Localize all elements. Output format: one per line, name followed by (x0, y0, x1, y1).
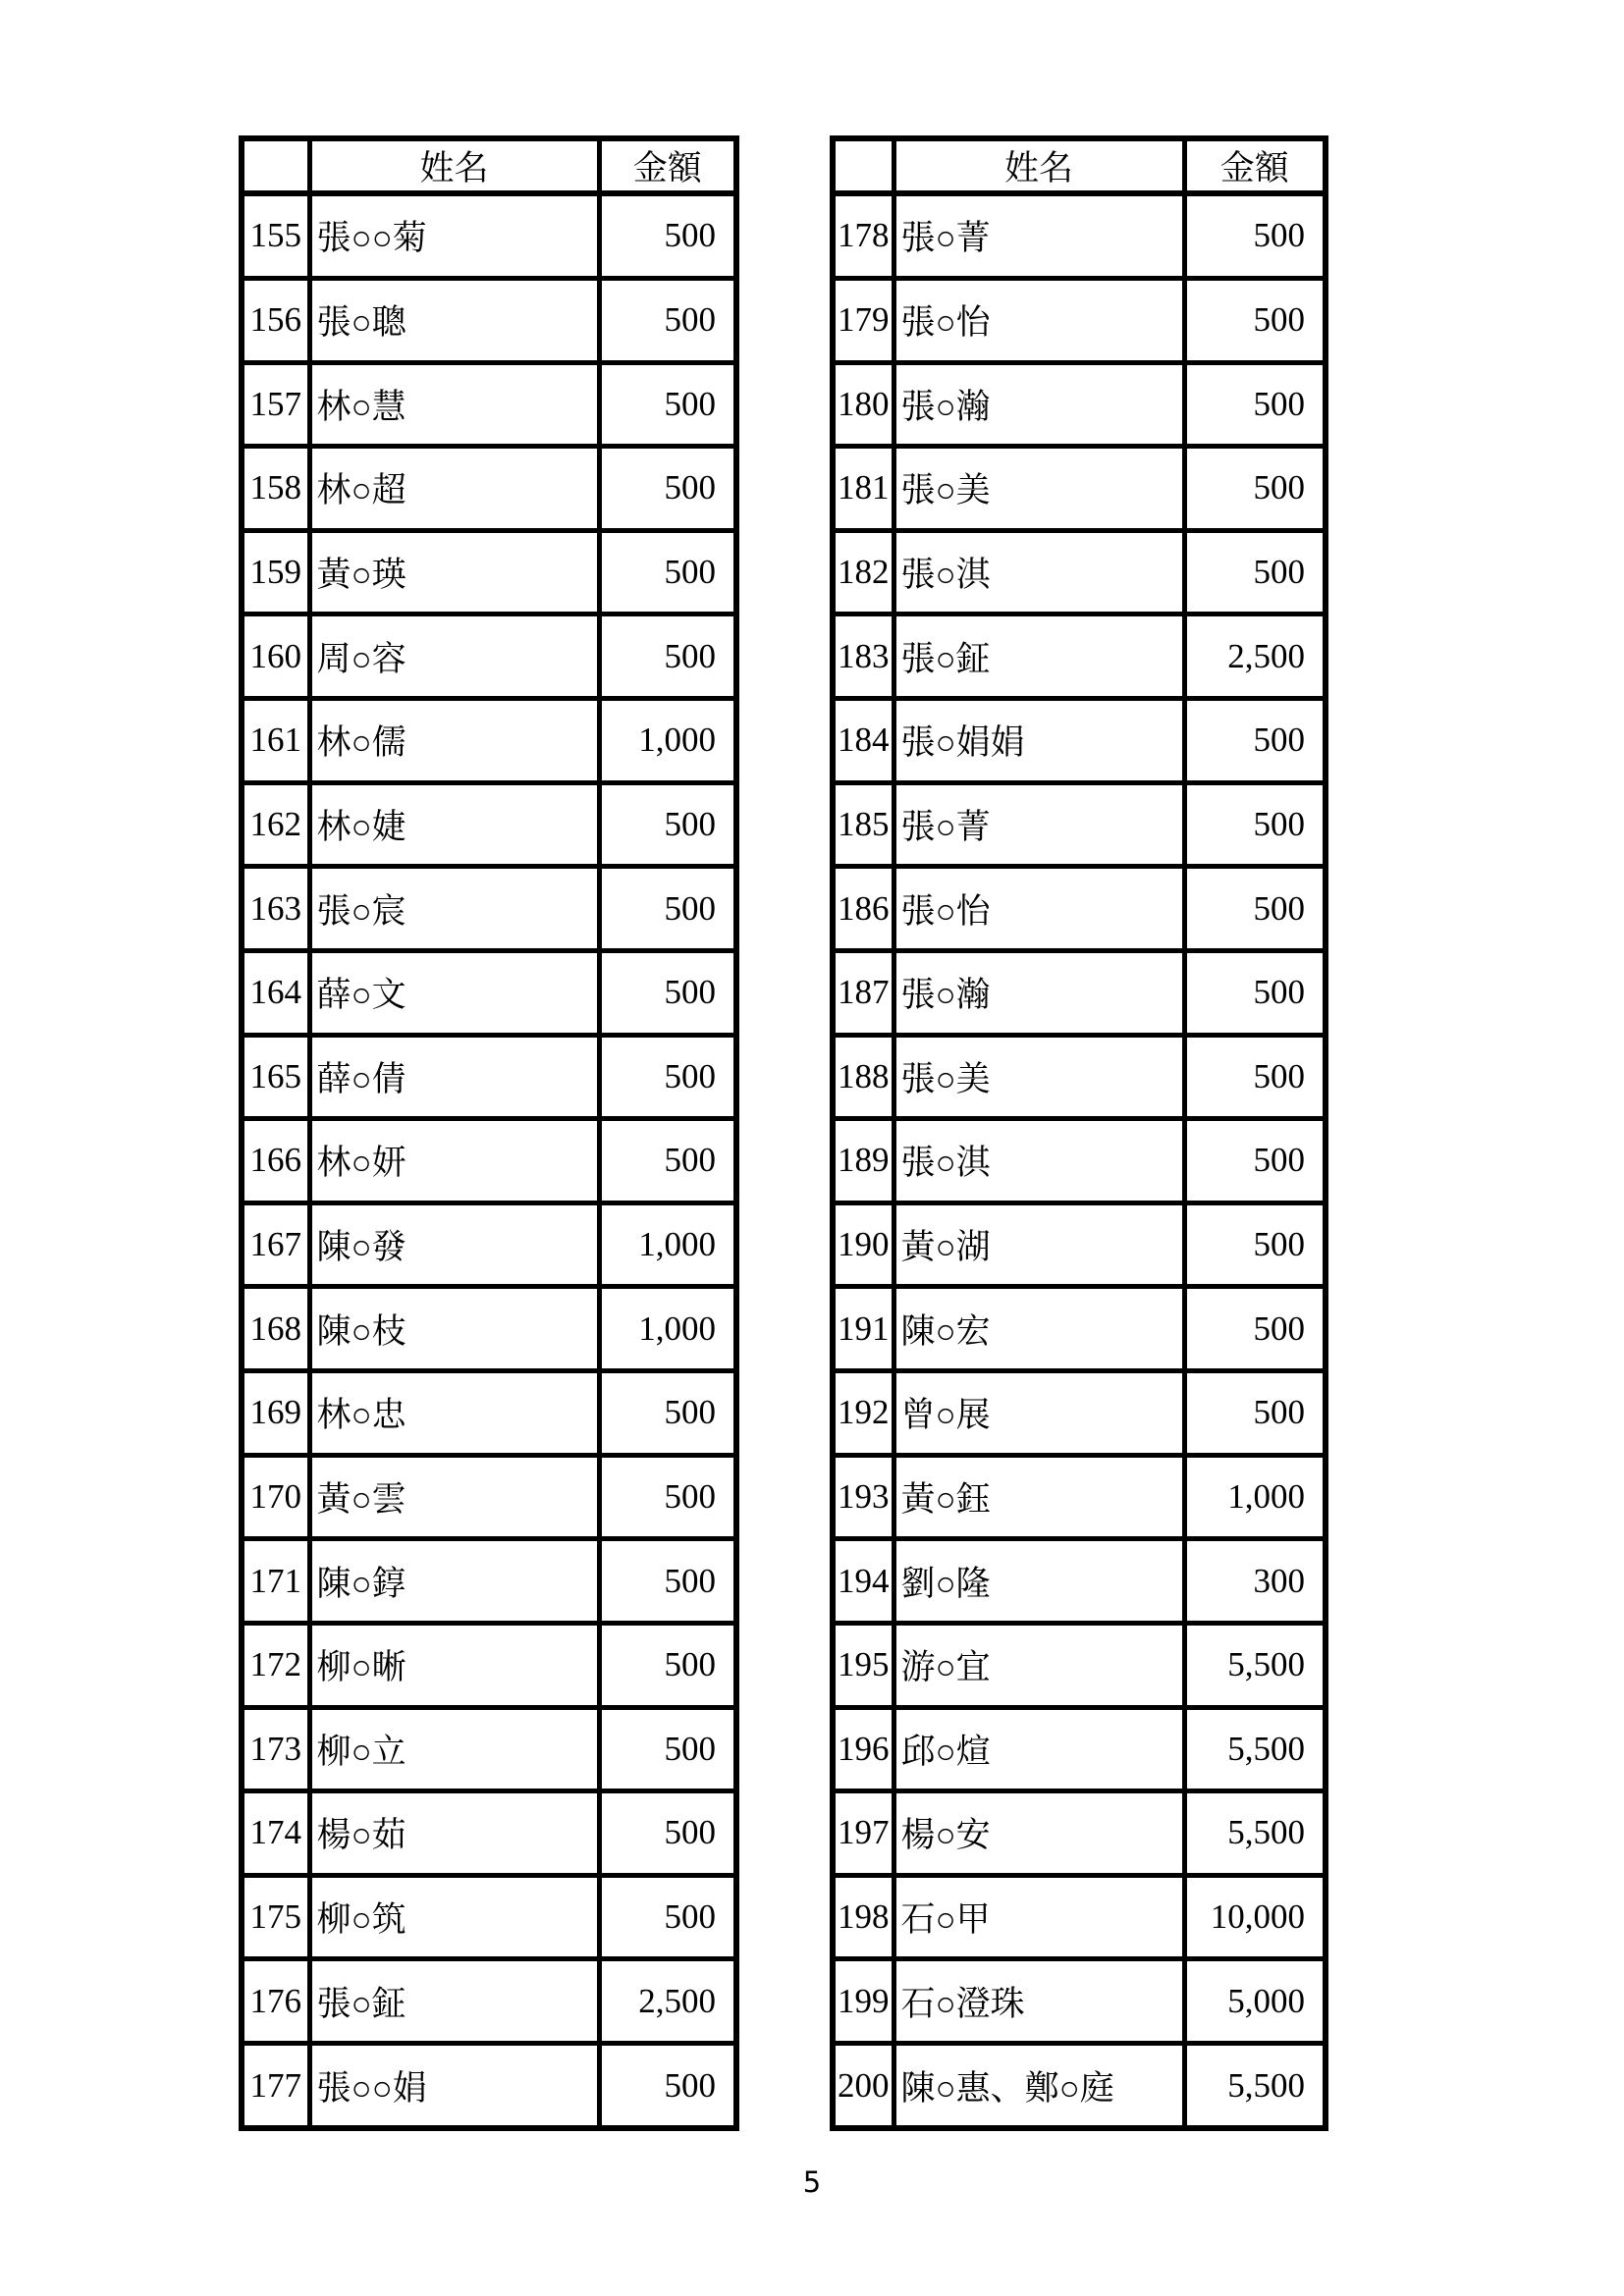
amount-cell: 500 (1184, 782, 1326, 867)
header-empty-cell (242, 138, 309, 193)
donor-name-cell: 陳○枝 (309, 1287, 599, 1371)
donor-name-cell: 林○超 (309, 447, 599, 531)
row-number-cell: 168 (242, 1287, 309, 1371)
amount-cell: 500 (599, 2044, 736, 2128)
table-row (833, 1707, 1326, 1791)
amount-cell: 500 (599, 614, 736, 699)
amount-cell: 1,000 (599, 699, 736, 783)
row-number-cell: 162 (242, 782, 309, 867)
row-number-cell: 176 (242, 1959, 309, 2044)
amount-cell: 1,000 (599, 1202, 736, 1287)
table-row (242, 699, 736, 783)
table-row (242, 614, 736, 699)
row-number-cell: 179 (833, 278, 893, 362)
row-number-cell: 191 (833, 1287, 893, 1371)
donor-name-cell: 陳○宏 (893, 1287, 1184, 1371)
table-row (242, 1623, 736, 1707)
amount-cell: 5,500 (1184, 1707, 1326, 1791)
table-row (833, 699, 1326, 783)
row-number-cell: 200 (833, 2044, 893, 2128)
row-number-cell: 195 (833, 1623, 893, 1707)
amount-cell: 500 (1184, 1035, 1326, 1119)
amount-cell: 500 (1184, 362, 1326, 447)
header-empty-cell (833, 138, 893, 193)
row-number-cell: 192 (833, 1371, 893, 1456)
donor-name-cell: 張○美 (893, 447, 1184, 531)
header-amount-cell: 金額 (1184, 138, 1326, 193)
donor-name-cell: 林○妍 (309, 1119, 599, 1203)
row-number-cell: 180 (833, 362, 893, 447)
table-header (833, 138, 1326, 193)
amount-cell: 500 (1184, 699, 1326, 783)
table-row (242, 530, 736, 614)
donor-name-cell: 邱○煊 (893, 1707, 1184, 1791)
table-row (833, 2044, 1326, 2128)
amount-cell: 500 (599, 1875, 736, 1959)
donor-name-cell: 張○淇 (893, 530, 1184, 614)
row-number-cell: 175 (242, 1875, 309, 1959)
table-row (833, 1623, 1326, 1707)
row-number-cell: 196 (833, 1707, 893, 1791)
amount-cell: 500 (599, 1035, 736, 1119)
donor-name-cell: 陳○錞 (309, 1539, 599, 1624)
table-row (242, 867, 736, 951)
table-row (833, 530, 1326, 614)
amount-cell: 500 (599, 530, 736, 614)
row-number-cell: 186 (833, 867, 893, 951)
amount-cell: 1,000 (599, 1287, 736, 1371)
table-row (242, 782, 736, 867)
amount-cell: 5,000 (1184, 1959, 1326, 2044)
table-row (242, 1707, 736, 1791)
row-number-cell: 163 (242, 867, 309, 951)
donor-name-cell: 張○○菊 (309, 193, 599, 278)
page-number: 5 (802, 2165, 822, 2199)
amount-cell: 300 (1184, 1539, 1326, 1624)
table-row (833, 1539, 1326, 1624)
donor-name-cell: 柳○立 (309, 1707, 599, 1791)
row-number-cell: 161 (242, 699, 309, 783)
row-number-cell: 158 (242, 447, 309, 531)
table-row (242, 1371, 736, 1456)
row-number-cell: 174 (242, 1791, 309, 1876)
amount-cell: 500 (599, 950, 736, 1035)
row-number-cell: 188 (833, 1035, 893, 1119)
row-number-cell: 159 (242, 530, 309, 614)
donor-name-cell: 林○慧 (309, 362, 599, 447)
table-row (833, 1119, 1326, 1203)
donor-name-cell: 柳○筑 (309, 1875, 599, 1959)
donor-name-cell: 曾○展 (893, 1371, 1184, 1456)
amount-cell: 500 (1184, 278, 1326, 362)
row-number-cell: 173 (242, 1707, 309, 1791)
amount-cell: 500 (599, 1623, 736, 1707)
row-number-cell: 183 (833, 614, 893, 699)
amount-cell: 500 (599, 1371, 736, 1456)
table-row (242, 1959, 736, 2044)
amount-cell: 500 (599, 1707, 736, 1791)
table-row (242, 1202, 736, 1287)
amount-cell: 500 (1184, 530, 1326, 614)
donor-name-cell: 張○菁 (893, 193, 1184, 278)
row-number-cell: 187 (833, 950, 893, 1035)
table-body (833, 193, 1326, 2128)
header-amount-cell: 金額 (599, 138, 736, 193)
donor-name-cell: 張○鉦 (309, 1959, 599, 2044)
row-number-cell: 194 (833, 1539, 893, 1624)
table-row (833, 950, 1326, 1035)
row-number-cell: 197 (833, 1791, 893, 1876)
row-number-cell: 155 (242, 193, 309, 278)
row-number-cell: 165 (242, 1035, 309, 1119)
donor-name-cell: 楊○安 (893, 1791, 1184, 1876)
row-number-cell: 160 (242, 614, 309, 699)
table-row (833, 1287, 1326, 1371)
table-row (242, 447, 736, 531)
header-name-cell: 姓名 (309, 138, 599, 193)
table-row (833, 1371, 1326, 1456)
amount-cell: 500 (1184, 447, 1326, 531)
table-row (833, 1875, 1326, 1959)
row-number-cell: 171 (242, 1539, 309, 1624)
amount-cell: 500 (599, 1455, 736, 1539)
donor-name-cell: 張○聰 (309, 278, 599, 362)
donor-name-cell: 黃○瑛 (309, 530, 599, 614)
row-number-cell: 157 (242, 362, 309, 447)
row-number-cell: 193 (833, 1455, 893, 1539)
donor-name-cell: 林○忠 (309, 1371, 599, 1456)
amount-cell: 5,500 (1184, 1791, 1326, 1876)
table-row (242, 2044, 736, 2128)
row-number-cell: 190 (833, 1202, 893, 1287)
donor-name-cell: 張○瀚 (893, 950, 1184, 1035)
row-number-cell: 169 (242, 1371, 309, 1456)
donor-name-cell: 楊○茹 (309, 1791, 599, 1876)
table-row (833, 278, 1326, 362)
row-number-cell: 182 (833, 530, 893, 614)
row-number-cell: 177 (242, 2044, 309, 2128)
donor-name-cell: 游○宜 (893, 1623, 1184, 1707)
amount-cell: 500 (1184, 1202, 1326, 1287)
donor-name-cell: 林○婕 (309, 782, 599, 867)
amount-cell: 500 (1184, 950, 1326, 1035)
table-header (242, 138, 736, 193)
amount-cell: 500 (599, 782, 736, 867)
table-row (833, 362, 1326, 447)
row-number-cell: 167 (242, 1202, 309, 1287)
table-row (242, 1035, 736, 1119)
donor-name-cell: 柳○晰 (309, 1623, 599, 1707)
amount-cell: 500 (599, 867, 736, 951)
donor-name-cell: 黃○雲 (309, 1455, 599, 1539)
row-number-cell: 184 (833, 699, 893, 783)
table-row (242, 193, 736, 278)
table-row (833, 867, 1326, 951)
table-row (242, 1455, 736, 1539)
amount-cell: 500 (1184, 1371, 1326, 1456)
amount-cell: 500 (599, 1791, 736, 1876)
amount-cell: 500 (599, 1539, 736, 1624)
donor-name-cell: 張○怡 (893, 867, 1184, 951)
amount-cell: 2,500 (1184, 614, 1326, 699)
table-row (833, 447, 1326, 531)
header-row (242, 138, 736, 193)
donor-name-cell: 張○鉦 (893, 614, 1184, 699)
row-number-cell: 199 (833, 1959, 893, 2044)
amount-cell: 2,500 (599, 1959, 736, 2044)
donor-name-cell: 張○娟娟 (893, 699, 1184, 783)
donor-name-cell: 薛○文 (309, 950, 599, 1035)
table-row (833, 193, 1326, 278)
table-row (833, 614, 1326, 699)
donor-name-cell: 張○瀚 (893, 362, 1184, 447)
amount-cell: 500 (1184, 1287, 1326, 1371)
table-row (242, 1539, 736, 1624)
amount-cell: 500 (1184, 1119, 1326, 1203)
amount-cell: 10,000 (1184, 1875, 1326, 1959)
donor-name-cell: 薛○倩 (309, 1035, 599, 1119)
row-number-cell: 164 (242, 950, 309, 1035)
donor-name-cell: 張○美 (893, 1035, 1184, 1119)
amount-cell: 500 (1184, 193, 1326, 278)
donor-name-cell: 林○儒 (309, 699, 599, 783)
amount-cell: 500 (599, 193, 736, 278)
header-row (833, 138, 1326, 193)
row-number-cell: 178 (833, 193, 893, 278)
donor-name-cell: 劉○隆 (893, 1539, 1184, 1624)
donor-name-cell: 黃○湖 (893, 1202, 1184, 1287)
amount-cell: 1,000 (1184, 1455, 1326, 1539)
row-number-cell: 172 (242, 1623, 309, 1707)
row-number-cell: 156 (242, 278, 309, 362)
table-row (242, 362, 736, 447)
table-row (833, 1035, 1326, 1119)
table-row (242, 1791, 736, 1876)
donor-name-cell: 石○澄珠 (893, 1959, 1184, 2044)
row-number-cell: 181 (833, 447, 893, 531)
row-number-cell: 185 (833, 782, 893, 867)
row-number-cell: 170 (242, 1455, 309, 1539)
amount-cell: 500 (599, 278, 736, 362)
table-row (833, 782, 1326, 867)
table-row (833, 1791, 1326, 1876)
table-row (242, 1875, 736, 1959)
table-body (242, 193, 736, 2128)
donor-name-cell: 黃○鈺 (893, 1455, 1184, 1539)
donor-name-cell: 張○淇 (893, 1119, 1184, 1203)
amount-cell: 5,500 (1184, 2044, 1326, 2128)
donation-table-right (830, 135, 1328, 2131)
donor-name-cell: 張○宸 (309, 867, 599, 951)
donor-name-cell: 陳○發 (309, 1202, 599, 1287)
table-row (833, 1455, 1326, 1539)
donor-name-cell: 周○容 (309, 614, 599, 699)
donation-table-left (239, 135, 739, 2131)
donor-name-cell: 石○甲 (893, 1875, 1184, 1959)
donor-name-cell: 張○怡 (893, 278, 1184, 362)
amount-cell: 500 (599, 362, 736, 447)
donor-name-cell: 張○菁 (893, 782, 1184, 867)
amount-cell: 500 (599, 1119, 736, 1203)
donor-name-cell: 陳○惠、鄭○庭 (893, 2044, 1184, 2128)
row-number-cell: 166 (242, 1119, 309, 1203)
table-row (833, 1959, 1326, 2044)
amount-cell: 500 (1184, 867, 1326, 951)
row-number-cell: 189 (833, 1119, 893, 1203)
table-row (242, 1119, 736, 1203)
table-row (242, 1287, 736, 1371)
table-row (833, 1202, 1326, 1287)
donor-name-cell: 張○○娟 (309, 2044, 599, 2128)
row-number-cell: 198 (833, 1875, 893, 1959)
table-row (242, 278, 736, 362)
amount-cell: 500 (599, 447, 736, 531)
table-row (242, 950, 736, 1035)
amount-cell: 5,500 (1184, 1623, 1326, 1707)
header-name-cell: 姓名 (893, 138, 1184, 193)
